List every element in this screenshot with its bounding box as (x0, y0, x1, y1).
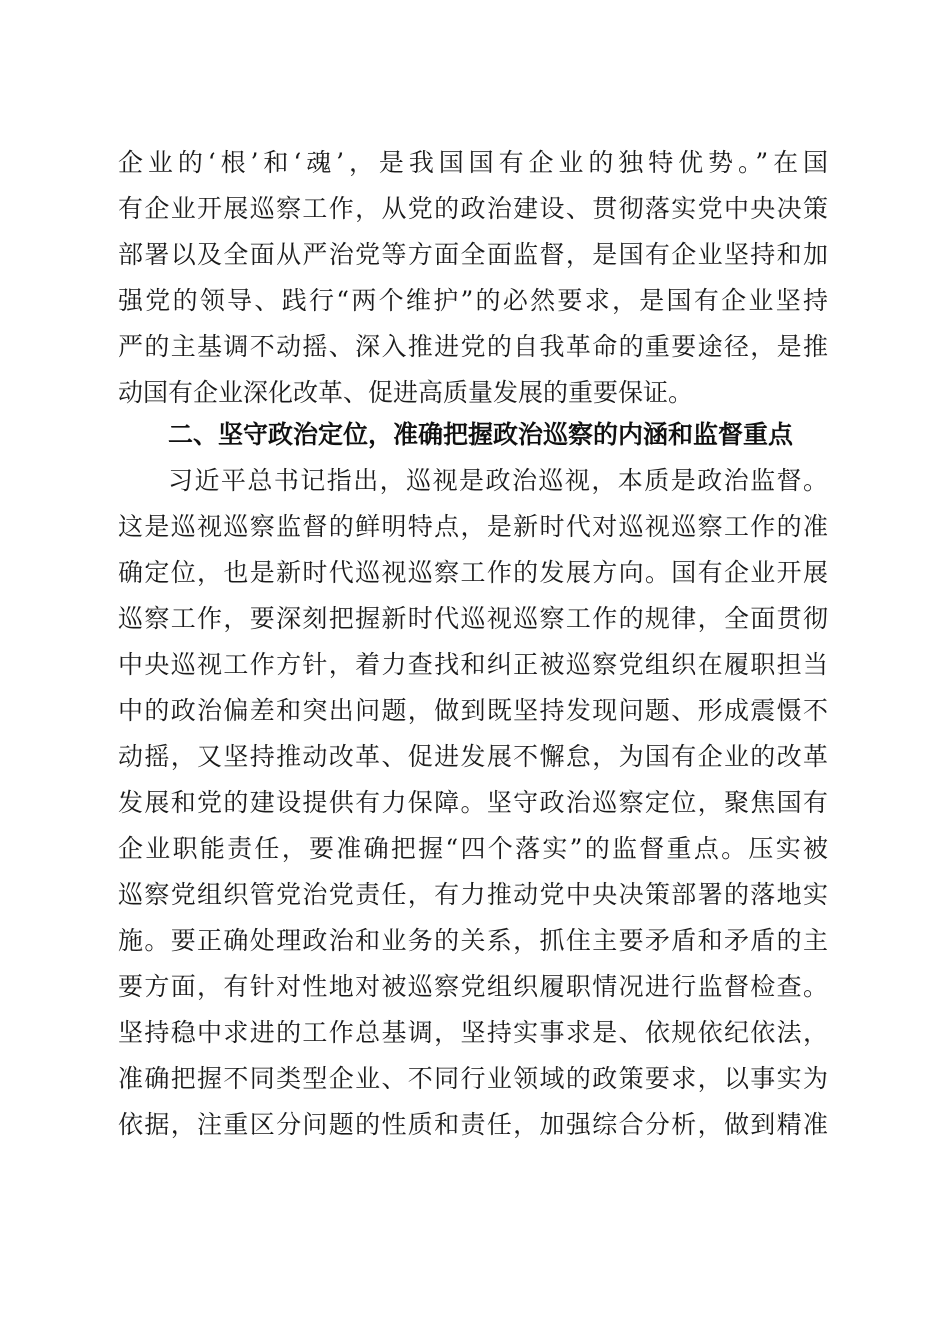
paragraph-2-line-14: 准确把握不同类型企业、不同行业领域的政策要求，以事实为 (118, 1064, 828, 1093)
paragraph-2-line-8: 发展和党的建设提供有力保障。坚守政治巡察定位，聚焦国有 (118, 788, 828, 817)
paragraph-1-line-1: 企业的‘根’和‘魂’，是我国国有企业的独特优势。”在国 (118, 148, 828, 177)
paragraph-2-line-12: 要方面，有针对性地对被巡察党组织履职情况进行监督检查。 (118, 972, 828, 1001)
paragraph-1-line-2: 有企业开展巡察工作，从党的政治建设、贯彻落实党中央决策 (118, 194, 828, 223)
paragraph-2-line-4: 巡察工作，要深刻把握新时代巡视巡察工作的规律，全面贯彻 (118, 604, 828, 633)
paragraph-2-line-6: 中的政治偏差和突出问题，做到既坚持发现问题、形成震慑不 (118, 696, 828, 725)
section-heading: 二、坚守政治定位，准确把握政治巡察的内涵和监督重点 (168, 420, 794, 449)
paragraph-1-line-4: 强党的领导、践行“两个维护”的必然要求，是国有企业坚持 (118, 286, 828, 315)
paragraph-1-line-3: 部署以及全面从严治党等方面全面监督，是国有企业坚持和加 (118, 240, 828, 269)
paragraph-2-line-5: 中央巡视工作方针，着力查找和纠正被巡察党组织在履职担当 (118, 650, 828, 679)
paragraph-2-line-1: 习近平总书记指出，巡视是政治巡视，本质是政治监督。 (168, 466, 828, 495)
paragraph-2-line-15: 依据，注重区分问题的性质和责任，加强综合分析，做到精准 (118, 1110, 828, 1139)
paragraph-2-line-11: 施。要正确处理政治和业务的关系，抓住主要矛盾和矛盾的主 (118, 926, 828, 955)
paragraph-1-line-5: 严的主基调不动摇、深入推进党的自我革命的重要途径，是推 (118, 332, 828, 361)
paragraph-2-line-3: 确定位，也是新时代巡视巡察工作的发展方向。国有企业开展 (118, 558, 828, 587)
paragraph-2-line-10: 巡察党组织管党治党责任，有力推动党中央决策部署的落地实 (118, 880, 828, 909)
paragraph-2-line-9: 企业职能责任，要准确把握“四个落实”的监督重点。压实被 (118, 834, 828, 863)
paragraph-1-line-6: 动国有企业深化改革、促进高质量发展的重要保证。 (118, 378, 694, 407)
paragraph-2-line-7: 动摇，又坚持推动改革、促进发展不懈怠，为国有企业的改革 (118, 742, 828, 771)
paragraph-2-line-2: 这是巡视巡察监督的鲜明特点，是新时代对巡视巡察工作的准 (118, 512, 828, 541)
paragraph-2-line-13: 坚持稳中求进的工作总基调，坚持实事求是、依规依纪依法， (118, 1018, 828, 1047)
